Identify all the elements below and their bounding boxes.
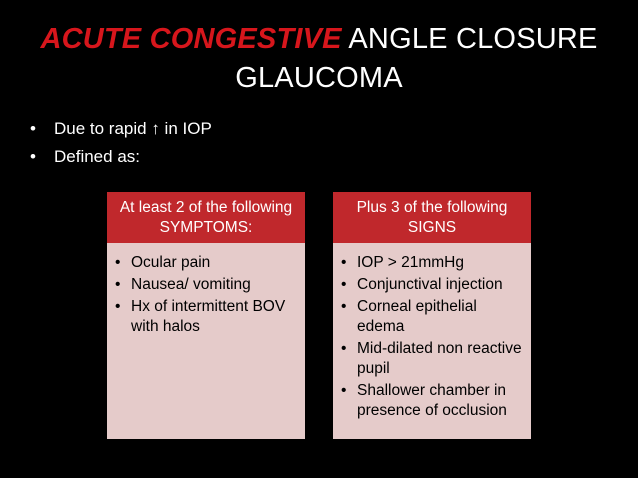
symptom-item: • Nausea/ vomiting	[115, 275, 299, 295]
title-rest: ANGLE CLOSURE	[341, 23, 598, 55]
symptoms-list	[115, 253, 299, 337]
bullet-item: • Due to rapid ↑ in IOP	[30, 115, 212, 143]
symptom-item: • Ocular pain	[115, 253, 299, 273]
sign-item: • Conjunctival injection	[341, 275, 525, 295]
sign-item: • Corneal epithelial edema	[341, 297, 525, 337]
signs-header: Plus 3 of the following SIGNS	[333, 192, 531, 243]
signs-box	[333, 192, 531, 439]
sign-item: • Shallower chamber in presence of occlusion	[341, 381, 525, 421]
title-line2: GLAUCOMA	[235, 62, 403, 94]
symptoms-header: At least 2 of the following SYMPTOMS:	[107, 192, 305, 243]
bullet-item: • Defined as:	[30, 143, 212, 171]
symptoms-body	[107, 243, 305, 439]
main-bullets	[30, 115, 212, 171]
title-emphasis: ACUTE CONGESTIVE	[40, 23, 342, 55]
sign-item: • IOP > 21mmHg	[341, 253, 525, 273]
slide-title	[20, 20, 618, 98]
symptoms-box	[107, 192, 305, 439]
sign-item: • Mid-dilated non reactive pupil	[341, 339, 525, 379]
signs-body	[333, 243, 531, 439]
signs-list	[341, 253, 525, 421]
symptom-item: • Hx of intermittent BOV with halos	[115, 297, 299, 337]
